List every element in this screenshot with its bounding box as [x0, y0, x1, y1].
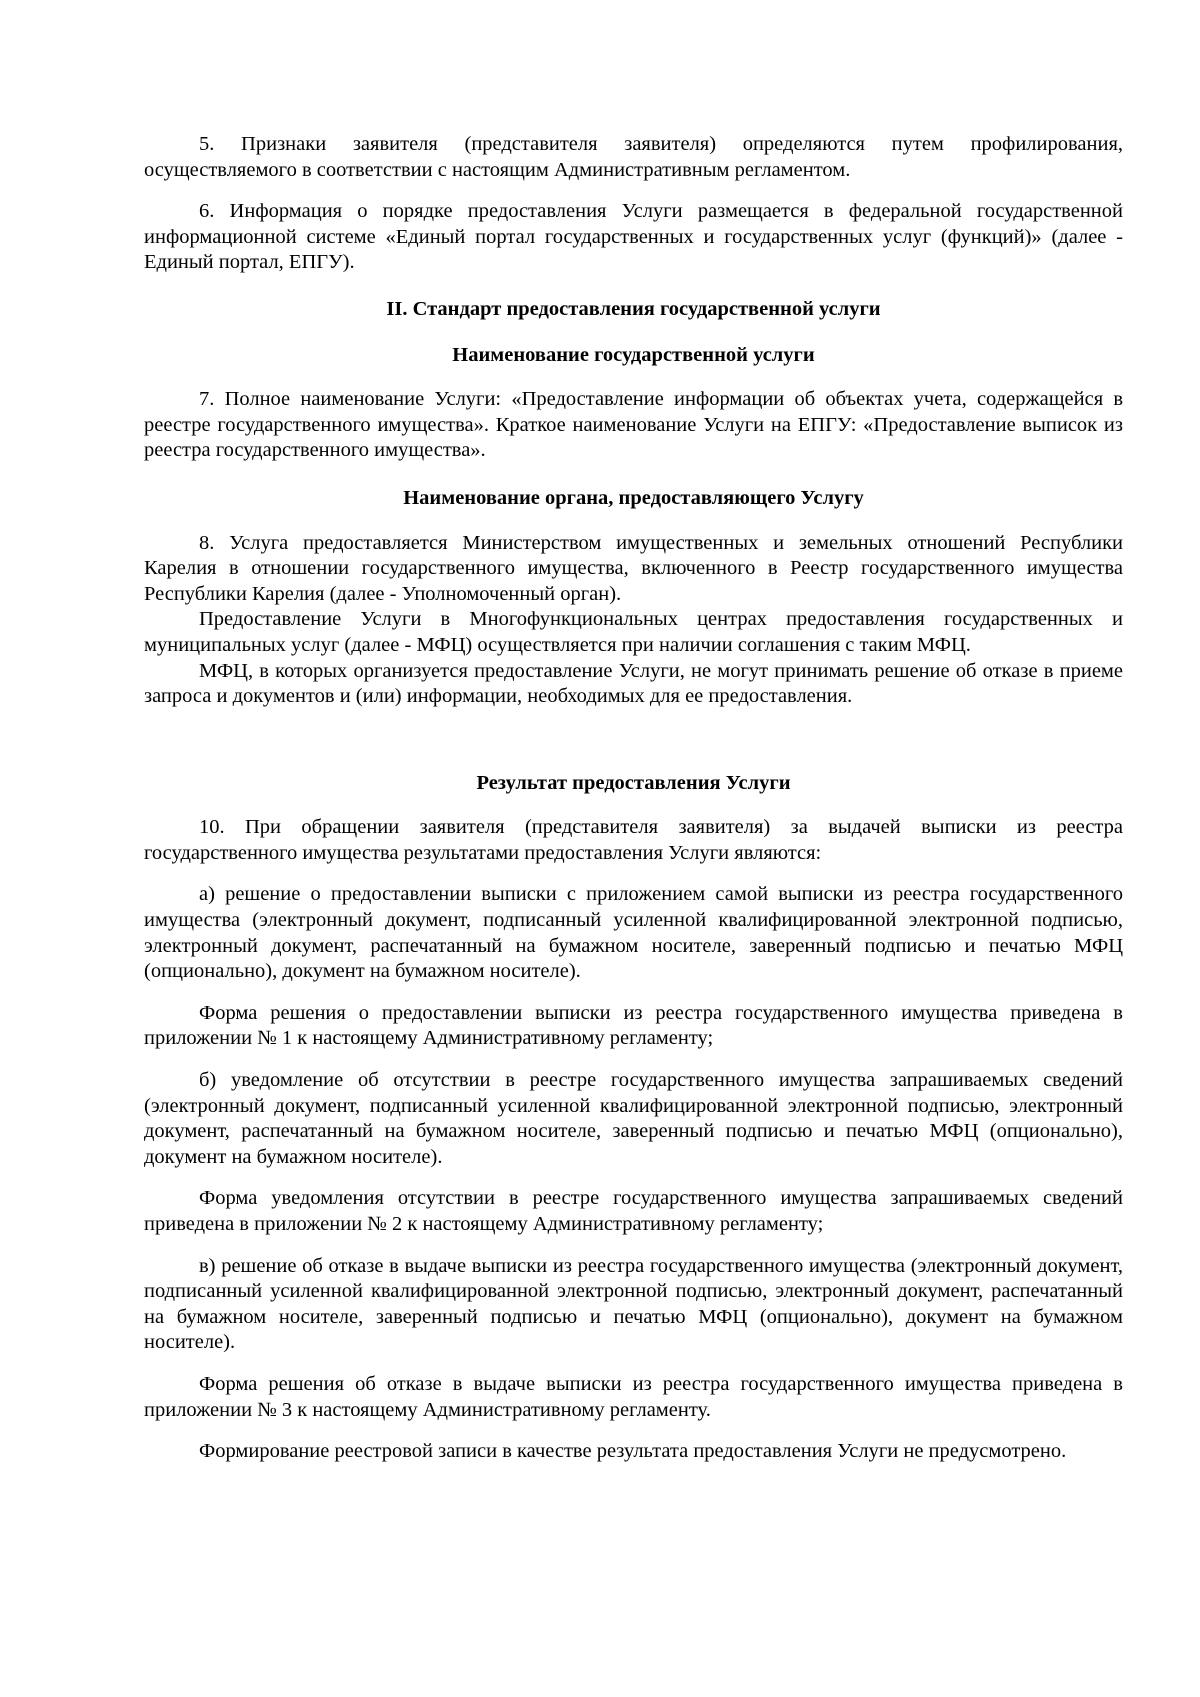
paragraph-10-b-form: Форма уведомления отсутствии в реестре государственного имущества запрашиваемых сведений приведена в приложении № 2 к настоящему Административному регламенту;	[144, 1187, 1123, 1235]
paragraph-10-v: в) решение об отказе в выдаче выписки из реестра государственного имущества (электронный документ, подписанный усиленной квалифицированной электронной подписью, электронный документ, распечатанный на бумажном носителе, заверенный подписью и печатью МФЦ (опционально), документ на бумажном носителе).	[144, 1254, 1123, 1354]
heading-result: Результат предоставления Услуги	[476, 771, 791, 794]
paragraph-8-mfc: Предоставление Услуги в Многофункциональных центрах предоставления государственных и муниципальных услуг (далее - МФЦ) осуществляется при наличии соглашения с таким МФЦ.	[144, 608, 1123, 656]
heading-service-name: Наименование государственной услуги	[452, 343, 815, 366]
section-ii-title: II. Стандарт предоставления государственной услуги	[386, 297, 881, 320]
paragraph-10-registry: Формирование реестровой записи в качестве результата предоставления Услуги не предусмотрено.	[199, 1440, 1067, 1463]
paragraph-5: 5. Признаки заявителя (представителя заявителя) определяются путем профилирования, осуществляемого в соответствии с настоящим Административным регламентом.	[144, 133, 1123, 181]
paragraph-10-a: а) решение о предоставлении выписки с приложением самой выписки из реестра государственного имущества (электронный документ, подписанный усиленной квалифицированной электронной подписью, электронный документ, распечатанный на бумажном носителе, заверенный подписью и печатью МФЦ (опционально), документ на бумажном носителе).	[144, 883, 1123, 983]
document-page	[144, 132, 1123, 1465]
paragraph-8: 8. Услуга предоставляется Министерством имущественных и земельных отношений Республики Карелия в отношении государственного имущества, включенного в Реестр государственного имущества Республики Карелия (далее - Уполномоченный орган).	[144, 531, 1123, 605]
paragraph-7: 7. Полное наименование Услуги: «Предоставление информации об объектах учета, содержащейся в реестре государственного имущества». Краткое наименование Услуги на ЕПГУ: «Предоставление выписок из реестра государственного имущества».	[144, 388, 1123, 462]
paragraph-10-b: б) уведомление об отсутствии в реестре государственного имущества запрашиваемых сведений (электронный документ, подписанный усиленной квалифицированной электронной подписью, электронный документ, распечатанный на бумажном носителе, заверенный подписью и печатью МФЦ (опционально), документ на бумажном носителе).	[144, 1069, 1123, 1168]
paragraph-10-a-form: Форма решения о предоставлении выписки из реестра государственного имущества приведена в приложении № 1 к настоящему Административному регламенту;	[144, 1001, 1123, 1050]
paragraph-8-mfc-refusal: МФЦ, в которых организуется предоставление Услуги, не могут принимать решение об отказе в приеме запроса и документов и (или) информации, необходимых для ее предоставления.	[144, 659, 1123, 708]
paragraph-6: 6. Информация о порядке предоставления Услуги размещается в федеральной государственной информационной системе «Единый портал государственных и государственных услуг (функций)» (далее - Единый портал, ЕПГУ).	[144, 200, 1123, 274]
paragraph-10: 10. При обращении заявителя (представителя заявителя) за выдачей выписки из реестра государственного имущества результатами предоставления Услуги являются:	[144, 816, 1123, 864]
heading-organ: Наименование органа, предоставляющего Услугу	[403, 486, 864, 509]
paragraph-10-v-form: Форма решения об отказе в выдаче выписки из реестра государственного имущества приведена в приложении № 3 к настоящему Административному регламенту.	[144, 1372, 1123, 1421]
